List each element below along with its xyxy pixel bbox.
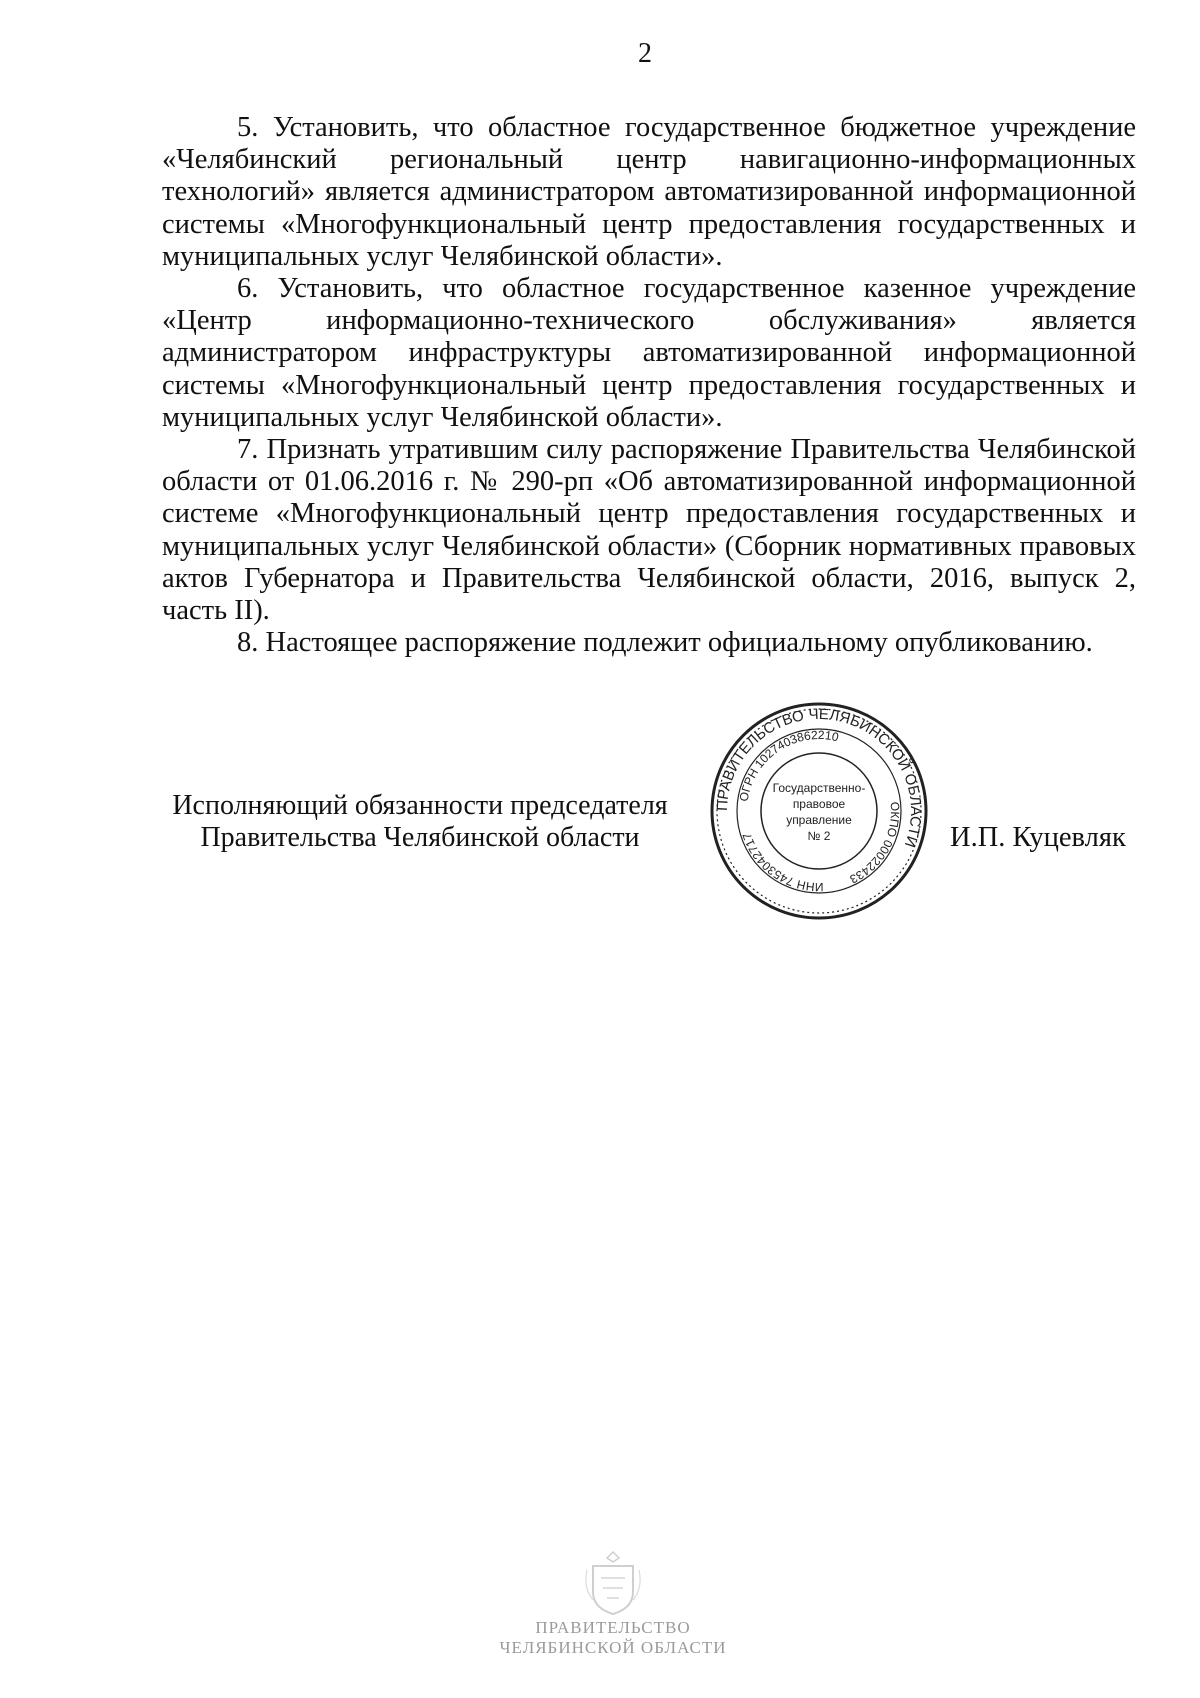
paragraph-5: 5. Установить, что областное государственное бюджетное учреждение «Челябинский региональный центр навигационно-информационных технологий» является администратором автоматизированной информационной системы «Многофункциональный центр предоставления государственных и муниципальных услуг Челябинской области».	[162, 112, 1136, 272]
footer-line-1: ПРАВИТЕЛЬСТВО	[535, 1618, 691, 1637]
coat-of-arms-emblem	[583, 1548, 643, 1618]
footer-line-2: ЧЕЛЯБИНСКОЙ ОБЛАСТИ	[499, 1638, 727, 1657]
signatory-position-line-1: Исполняющий обязанности председателя	[172, 790, 668, 821]
paragraph-8: 8. Настоящее распоряжение подлежит официальному опубликованию.	[237, 627, 1093, 659]
stamp-center-line-3: управление	[786, 813, 852, 827]
footer-watermark	[0, 1618, 1200, 1658]
stamp-center-line-4: № 2	[807, 829, 831, 843]
signatory-position	[150, 790, 690, 854]
stamp-center-line-2: правовое	[792, 797, 846, 811]
stamp-ogrn: ОГРН 1027403862210	[736, 727, 841, 803]
signatory-position-line-2: Правительства Челябинской области	[200, 822, 640, 853]
official-seal-stamp	[708, 700, 930, 922]
page-number: 2	[638, 38, 652, 69]
stamp-okpo: ОКПО 00022433	[847, 801, 903, 887]
document-body	[162, 112, 1136, 659]
paragraph-6: 6. Установить, что областное государственное казенное учреждение «Центр информационно-технического обслуживания» является администратором инфраструктуры автоматизированной информационной системы «Многофункциональный центр предоставления государственных и муниципальных услуг Челябинской области».	[162, 273, 1136, 433]
stamp-center-line-1: Государственно-	[772, 781, 866, 795]
stamp-inn: ИНН 7453042717	[739, 830, 824, 895]
stamp-outer-text: ПРАВИТЕЛЬСТВО ЧЕЛЯБИНСКОЙ ОБЛАСТИ	[713, 705, 925, 850]
paragraph-7: 7. Признать утратившим силу распоряжение Правительства Челябинской области от 01.06.2016 г. № 290-рп «Об автоматизированной информационной системе «Многофункциональный центр предоставления государственных и муниципальных услуг Челябинской области» (Сборник нормативных правовых актов Губернатора и Правительства Челябинской области, 2016, выпуск 2, часть II).	[162, 434, 1136, 627]
signatory-name: И.П. Куцевляк	[950, 822, 1126, 853]
